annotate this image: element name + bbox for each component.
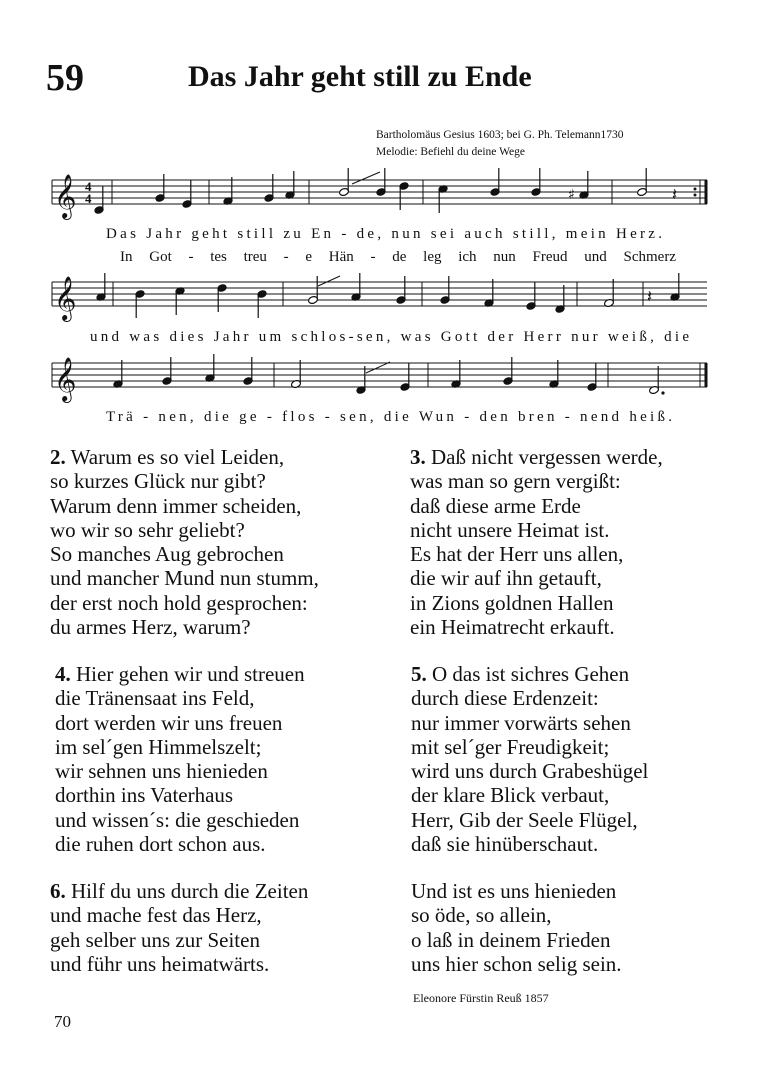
lyrics-line-3: und was dies Jahr um schlos-sen, was Gott der Herr nur weiß, die [90, 329, 689, 345]
verse-5 [411, 662, 648, 856]
verse-line: Warum denn immer scheiden, [50, 493, 302, 518]
verse-6-continuation [411, 879, 622, 976]
lyrics-line-1: Das Jahr geht still zu En - de, nun sei auch still, mein Herz. [106, 226, 663, 242]
verse-line: Warum es so viel Leiden, [70, 445, 285, 469]
quarter-rest-icon: 𝄽 [672, 185, 678, 205]
verse-line: Daß nicht vergessen werde, [431, 445, 663, 469]
verse-line: und mache fest das Herz, [50, 903, 262, 928]
verse-number: 6. [50, 879, 66, 903]
verse-line: die Tränensaat ins Feld, [55, 686, 255, 711]
verse-line: und mancher Mund nun stumm, [50, 566, 319, 591]
verse-line: wir sehnen uns hienieden [55, 759, 268, 784]
time-signature-numerator: 4 [85, 179, 92, 194]
hymn-credits [376, 127, 624, 161]
verse-line: Es hat der Herr uns allen, [410, 542, 624, 567]
melody-credit: Melodie: Befiehl du deine Wege [376, 146, 525, 158]
verse-2 [50, 445, 319, 639]
treble-clef-icon: 𝄞 [54, 174, 77, 218]
verse-line: durch diese Erdenzeit: [411, 686, 599, 711]
music-staff-2 [0, 265, 766, 355]
verse-number: 4. [55, 662, 71, 686]
hymn-title: Das Jahr geht still zu Ende [188, 60, 532, 93]
verse-line: die ruhen dort schon aus. [55, 832, 266, 857]
verse-line: daß sie hinüberschaut. [411, 832, 599, 857]
verse-line: dorthin ins Vaterhaus [55, 783, 234, 808]
verse-line: O das ist sichres Gehen [432, 662, 630, 686]
verse-line: im sel´gen Himmelszelt; [55, 734, 262, 759]
lyrics-line-4: Trä - nen, die ge - flos - sen, die Wun - den bren - nend heiß. [106, 409, 672, 425]
verse-6 [50, 879, 308, 976]
verse-line: der erst noch hold gesprochen: [50, 590, 308, 615]
verse-number: 2. [50, 445, 66, 469]
treble-clef-icon: 𝄞 [54, 357, 77, 401]
verse-line: Herr, Gib der Seele Flügel, [411, 807, 638, 832]
verse-line: und führ uns heimatwärts. [50, 951, 270, 976]
page-number: 70 [54, 1012, 71, 1031]
verse-line: daß diese arme Erde [410, 493, 581, 518]
verse-line: mit sel´ger Freudigkeit; [411, 734, 610, 759]
verse-line: So manches Aug gebrochen [50, 542, 284, 567]
verse-line: Und ist es uns hienieden [411, 879, 617, 903]
verse-line: die wir auf ihn getauft, [410, 566, 602, 591]
verse-4 [55, 662, 305, 856]
verse-3 [410, 445, 663, 639]
quarter-rest-icon: 𝄽 [647, 287, 653, 307]
hymn-number: 59 [46, 57, 84, 99]
verse-line: nicht unsere Heimat ist. [410, 517, 610, 542]
verse-line: Hilf du uns durch die Zeiten [71, 879, 309, 903]
verse-line: Hier gehen wir und streuen [76, 662, 305, 686]
verse-line: geh selber uns zur Seiten [50, 927, 260, 952]
music-staff-1 [0, 160, 766, 250]
lyrics-line-2: In Got - tes treu - e Hän - de leg ich nun Freud und Schmerz [120, 249, 676, 265]
verse-number: 5. [411, 662, 427, 686]
sharp-icon: ♯ [568, 187, 575, 203]
time-signature-denominator: 4 [85, 191, 92, 206]
treble-clef-icon: 𝄞 [54, 276, 77, 320]
verse-line: wo wir so sehr geliebt? [50, 517, 245, 542]
music-staff-3 [0, 345, 766, 435]
verse-line: dort werden wir uns freuen [55, 710, 283, 735]
text-credit: Bartholomäus Gesius 1603; bei G. Ph. Telemann1730 [376, 129, 624, 141]
verse-number: 3. [410, 445, 426, 469]
verse-line: ein Heimatrecht erkauft. [410, 615, 615, 640]
verse-line: und wissen´s: die geschieden [55, 807, 300, 832]
verse-line: was man so gern vergißt: [410, 469, 621, 494]
verse-line: o laß in deinem Frieden [411, 927, 611, 952]
verse-line: nur immer vorwärts sehen [411, 710, 631, 735]
verse-line: uns hier schon selig sein. [411, 951, 622, 976]
verse-line: der klare Blick verbaut, [411, 783, 610, 808]
verse-line: so öde, so allein, [411, 903, 552, 928]
verse-line: wird uns durch Grabeshügel [411, 759, 649, 784]
verse-line: in Zions goldnen Hallen [410, 590, 614, 615]
verse-line: so kurzes Glück nur gibt? [50, 469, 266, 494]
verse-line: du armes Herz, warum? [50, 615, 251, 640]
author-credit: Eleonore Fürstin Reuß 1857 [413, 991, 549, 1005]
